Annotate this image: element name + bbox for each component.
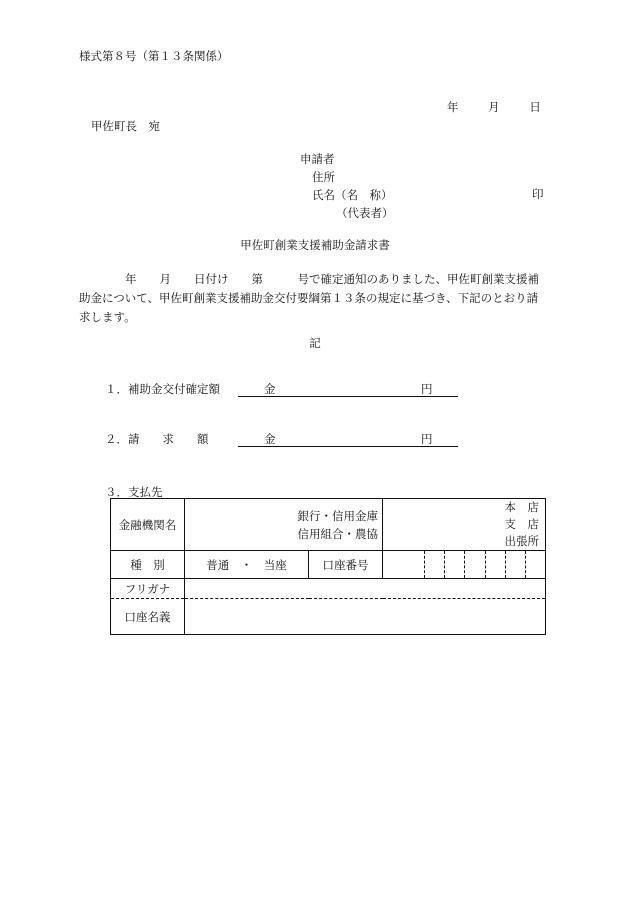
date-year: 年 <box>447 100 459 114</box>
bank-types-line2: 信用組合・農協 <box>297 526 378 541</box>
payment-table <box>110 498 546 635</box>
account-holder-field[interactable] <box>185 599 546 635</box>
item2-yen-suffix: 円 <box>421 432 433 446</box>
account-digit-box[interactable] <box>486 551 506 578</box>
kind-row <box>111 551 546 579</box>
bank-types-line1: 銀行・信用金庫 <box>297 508 378 523</box>
institution-row <box>111 499 546 551</box>
kind-label: 種 別 <box>111 551 185 579</box>
applicant-address-label: 住所 <box>312 170 335 184</box>
furigana-label: フリガナ <box>111 579 185 599</box>
item1-yen-suffix: 円 <box>421 382 433 396</box>
institution-label: 金融機関名 <box>111 499 185 551</box>
item1-label: １．補助金交付確定額 <box>105 382 220 396</box>
item3-label: ３．支払先 <box>105 485 163 499</box>
branch-line2: 支 店 <box>504 517 539 531</box>
item2-label: ２．請 求 額 <box>105 432 209 446</box>
account-number-label: 口座番号 <box>309 551 383 579</box>
request-body-text: 年 月 日付け 第 号で確定通知のありました、甲佐町創業支援補助金について、甲佐町創業支援補助金交付要綱第１３条の規定に基づき、下記のとおり請求します。 <box>79 272 539 324</box>
holder-row <box>111 599 546 635</box>
addressee: 甲佐町長 宛 <box>91 119 160 133</box>
form-number: 様式第８号（第１３条関係） <box>79 49 229 63</box>
kind-options-field[interactable]: 普通 ・ 当座 <box>185 551 309 579</box>
date-month: 月 <box>488 100 500 114</box>
bank-name-field[interactable] <box>185 499 383 551</box>
item1-yen-prefix: 金 <box>264 382 276 396</box>
item2-yen-prefix: 金 <box>264 432 276 446</box>
account-digit-box[interactable] <box>425 551 445 578</box>
furigana-row <box>111 579 546 599</box>
account-number-field[interactable] <box>383 551 546 579</box>
account-digit-box[interactable] <box>405 551 425 578</box>
account-digit-box[interactable] <box>526 551 545 578</box>
account-holder-label: 口座名義 <box>111 599 185 635</box>
furigana-field[interactable] <box>185 579 546 599</box>
branch-name-field[interactable] <box>383 499 546 551</box>
applicant-block <box>300 150 394 222</box>
account-digit-box[interactable] <box>445 551 465 578</box>
branch-line3: 出張所 <box>504 534 539 548</box>
date-line <box>447 99 541 115</box>
account-digit-box[interactable] <box>506 551 526 578</box>
document-title: 甲佐町創業支援補助金請求書 <box>240 238 390 252</box>
applicant-label: 申請者 <box>300 152 335 166</box>
ki-heading: 記 <box>309 336 321 350</box>
account-digit-boxes <box>383 551 545 578</box>
seal-mark: 印 <box>532 187 544 201</box>
applicant-name-label: 氏名（名 称） <box>312 188 393 202</box>
account-digit-box[interactable] <box>465 551 485 578</box>
date-day: 日 <box>529 100 541 114</box>
branch-line1: 本 店 <box>504 500 539 514</box>
applicant-representative-label: （代表者） <box>336 206 394 220</box>
